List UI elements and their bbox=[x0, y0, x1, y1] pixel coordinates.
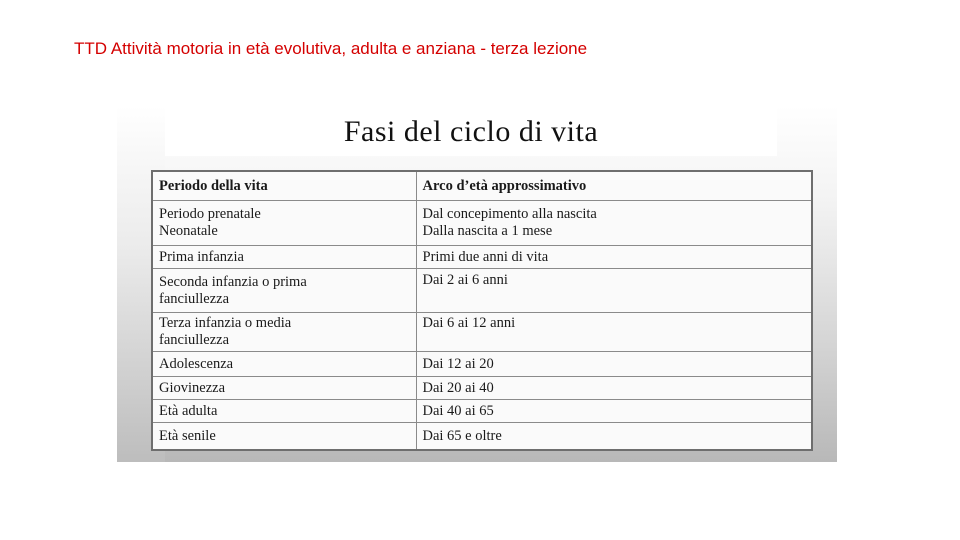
age-range-cell bbox=[416, 423, 812, 451]
age-range-cell bbox=[416, 201, 812, 246]
age-range-cell bbox=[416, 313, 812, 352]
table-row bbox=[152, 400, 812, 423]
period-cell bbox=[152, 269, 416, 313]
table-row bbox=[152, 269, 812, 313]
column-header-period: Periodo della vita bbox=[152, 171, 416, 201]
period-text: Età adulta bbox=[159, 402, 218, 419]
age-range-text: Dai 20 ai 40 bbox=[422, 379, 494, 396]
age-range-text: Dai 40 ai 65 bbox=[422, 402, 494, 419]
period-cell bbox=[152, 201, 416, 246]
period-cell bbox=[152, 352, 416, 377]
table-header-row bbox=[152, 171, 812, 201]
period-text: Giovinezza bbox=[159, 379, 226, 396]
period-text: fanciullezza bbox=[159, 332, 230, 348]
age-range-cell bbox=[416, 269, 812, 313]
age-range-cell bbox=[416, 352, 812, 377]
age-range-text: Dai 6 ai 12 anni bbox=[422, 315, 516, 331]
period-text: Prima infanzia bbox=[159, 248, 244, 265]
age-range-text: Dai 12 ai 20 bbox=[422, 355, 494, 372]
period-cell bbox=[152, 377, 416, 400]
period-text: Età senile bbox=[159, 427, 216, 444]
period-text: Adolescenza bbox=[159, 355, 234, 372]
table-row bbox=[152, 313, 812, 352]
period-text: Terza infanzia o media bbox=[159, 315, 292, 331]
period-cell bbox=[152, 423, 416, 451]
period-cell bbox=[152, 313, 416, 352]
age-range-text: Dai 65 e oltre bbox=[422, 427, 502, 444]
life-cycle-figure bbox=[117, 106, 837, 462]
period-text: Periodo prenatale bbox=[159, 206, 261, 222]
table-row bbox=[152, 201, 812, 246]
age-range-text: Dai 2 ai 6 anni bbox=[422, 272, 508, 288]
age-range-cell bbox=[416, 246, 812, 269]
age-range-cell bbox=[416, 377, 812, 400]
slide-title: TTD Attività motoria in età evolutiva, adulta e anziana - terza lezione bbox=[74, 39, 588, 58]
table-row bbox=[152, 352, 812, 377]
table-row bbox=[152, 246, 812, 269]
period-text: Neonatale bbox=[159, 223, 218, 239]
age-range-text: Primi due anni di vita bbox=[422, 248, 549, 265]
figure-title-box bbox=[165, 106, 777, 156]
table-row bbox=[152, 377, 812, 400]
period-text: Seconda infanzia o prima bbox=[159, 273, 307, 290]
age-range-cell bbox=[416, 400, 812, 423]
period-cell bbox=[152, 400, 416, 423]
age-range-text: Dal concepimento alla nascita bbox=[422, 206, 597, 222]
period-text: fanciullezza bbox=[159, 290, 230, 307]
figure-title: Fasi del ciclo di vita bbox=[343, 115, 599, 148]
table-row bbox=[152, 423, 812, 451]
period-cell bbox=[152, 246, 416, 269]
column-header-age-range: Arco d’età approssimativo bbox=[416, 171, 812, 201]
life-phases-table bbox=[151, 170, 813, 451]
age-range-text: Dalla nascita a 1 mese bbox=[422, 223, 553, 239]
